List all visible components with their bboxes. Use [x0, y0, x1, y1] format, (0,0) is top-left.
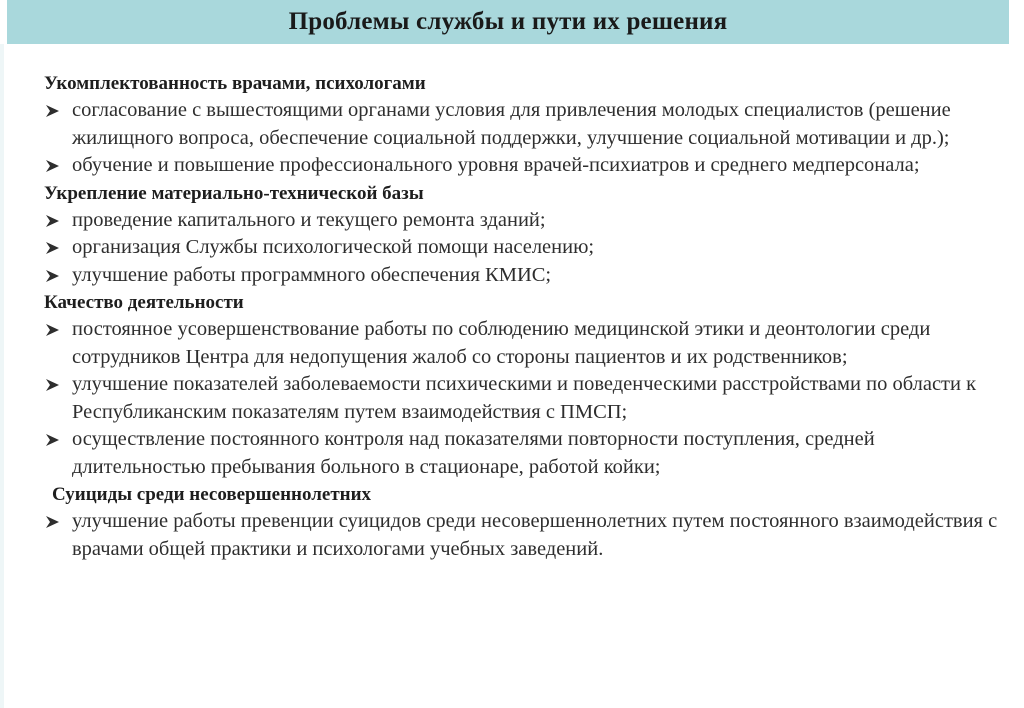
list-item — [44, 508, 1004, 563]
list-item-text: улучшение показателей заболеваемости психическими и поведенческими расстройствами по области к Республиканским показателям путем взаимодействия с ПМСП; — [72, 373, 977, 423]
list-item — [44, 234, 1004, 262]
list-item-text: осуществление постоянного контроля над показателями повторности поступления, средней длительностью пребывания больного в стационаре, работой койки; — [72, 428, 875, 478]
section-title: Суициды среди несовершеннолетних — [52, 484, 372, 505]
list-item — [44, 97, 1004, 152]
section-suicides — [44, 481, 1004, 563]
left-edge-divider — [0, 44, 4, 708]
content-area — [44, 70, 1004, 563]
arrowhead-bullet-icon — [44, 262, 66, 289]
arrowhead-bullet-icon — [44, 426, 66, 453]
section-title: Укомплектованность врачами, психологами — [44, 73, 426, 94]
list-item-text: проведение капитального и текущего ремонта зданий; — [72, 208, 546, 231]
section-title: Укрепление материально-технической базы — [44, 182, 424, 204]
list-item-text: организация Службы психологической помощи населению; — [72, 236, 595, 258]
list-item — [44, 371, 1004, 426]
section-quality — [44, 289, 1004, 481]
list-item — [44, 207, 1004, 235]
list-item-text: обучение и повышение профессионального уровня врачей-психиатров и среднего медперсонала; — [72, 154, 920, 176]
list-item — [44, 152, 1004, 180]
list-item-text: согласование с вышестоящими органами условия для привлечения молодых специалистов (решение жилищного вопроса, обеспечение социальной поддержки, улучшение социальной мотивации и др.); — [72, 99, 951, 149]
section-staffing — [44, 70, 1004, 180]
page-title: Проблемы службы и пути их решения — [288, 8, 728, 35]
list-item-text: улучшение работы программного обеспечения КМИС; — [72, 263, 552, 286]
arrowhead-bullet-icon — [44, 316, 66, 343]
title-bar — [7, 0, 1009, 44]
arrowhead-bullet-icon — [44, 371, 66, 398]
arrowhead-bullet-icon — [44, 234, 66, 261]
arrowhead-bullet-icon — [44, 508, 66, 535]
list-item — [44, 426, 1004, 481]
list-item — [44, 316, 1004, 371]
arrowhead-bullet-icon — [44, 207, 66, 234]
arrowhead-bullet-icon — [44, 97, 66, 124]
section-title: Качество деятельности — [44, 292, 244, 313]
section-infrastructure — [44, 180, 1004, 290]
arrowhead-bullet-icon — [44, 152, 66, 179]
list-item — [44, 262, 1004, 290]
list-item-text: постоянное усовершенствование работы по соблюдению медицинской этики и деонтологии среди сотрудников Центра для недопущения жалоб со стороны пациентов и их родственников; — [72, 318, 931, 368]
list-item-text: улучшение работы превенции суицидов среди несовершеннолетних путем постоянного взаимодействия с врачами общей практики и психологами учебных заведений. — [72, 510, 998, 560]
